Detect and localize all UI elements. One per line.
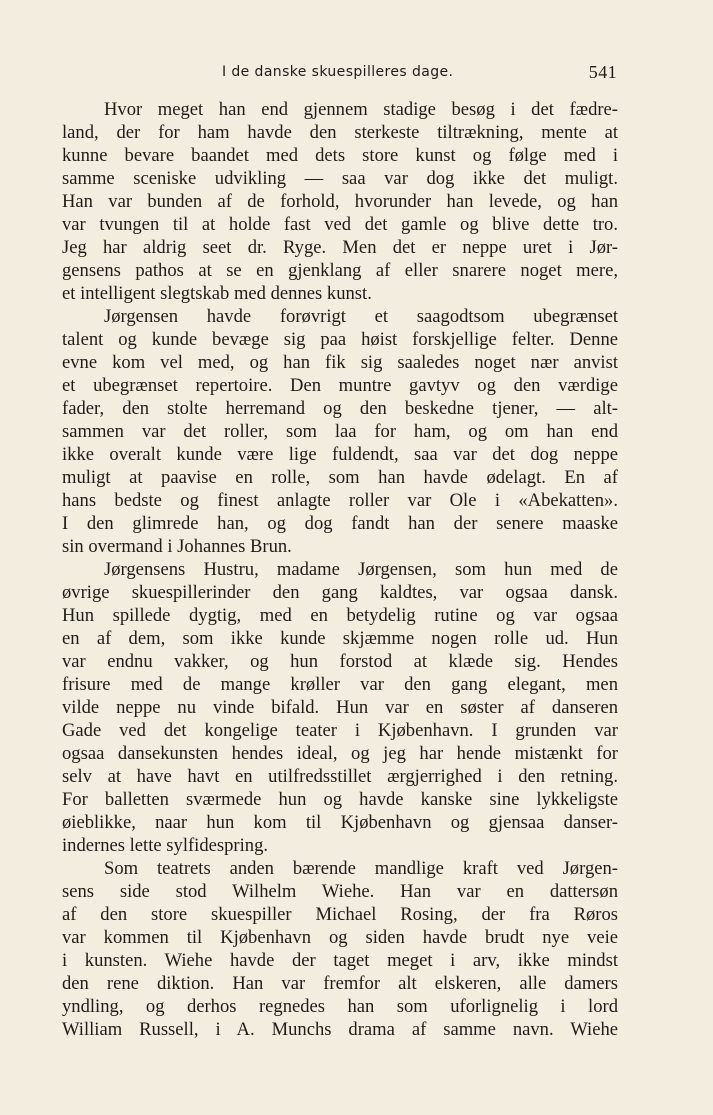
text-line: i kunsten. Wiehe havde der taget meget i arv, ikke mindst [62,950,618,971]
text-line: var kommen til Kjøbenhavn og siden havde brudt nye veie [62,927,618,948]
text-line: talent og kunde bevæge sig paa høist forskjellige felter. Denne [62,329,618,350]
text-line: Jørgensens Hustru, madame Jørgensen, som hun med de [104,559,618,580]
text-line: muligt at paavise en rolle, som han havde ødelagt. En af [62,467,618,488]
text-line: Han var bunden af de forhold, hvorunder han levede, og han [62,191,618,212]
text-line: den rene diktion. Han var fremfor alt elskeren, alle damers [62,973,618,994]
text-line: kunne bevare baandet med dets store kunst og følge med i [62,145,618,166]
text-line: et intelligent slegtskab med dennes kunst. [62,283,372,304]
text-line: indernes lette sylfidespring. [62,835,269,856]
text-line: vilde neppe nu vinde bifald. Hun var en søster af danseren [62,697,618,718]
text-line: gensens pathos at se en gjenklang af eller snarere noget mere, [62,260,618,281]
text-line: sin overmand i Johannes Brun. [62,536,292,557]
text-line: var tvungen til at holde fast ved det gamle og blive dette tro. [62,214,618,235]
text-line: ikke overalt kunde være lige fuldendt, saa var det dog neppe [62,444,618,465]
text-line: samme sceniske udvikling — saa var dog ikke det muligt. [62,168,618,189]
text-line: et ubegrænset repertoire. Den muntre gavtyv og den værdige [62,375,618,396]
running-title: I de danske skuespilleres dage. [222,64,454,80]
text-line: land, der for ham havde den sterkeste tiltrækning, mente at [62,122,618,143]
page-number: 541 [588,62,617,82]
running-header [62,64,617,86]
text-line: øvrige skuespillerinder den gang kaldtes, var ogsaa dansk. [62,582,618,603]
text-line: en af dem, som ikke kunde skjæmme nogen rolle ud. Hun [62,628,618,649]
text-line: I den glimrede han, og dog fandt han der senere maaske [62,513,618,534]
text-line: ogsaa dansekunsten hendes ideal, og jeg har hende mistænkt for [62,743,618,764]
text-line: sens side stod Wilhelm Wiehe. Han var en dattersøn [62,881,618,902]
text-line: hans bedste og finest anlagte roller var Ole i «Abekatten». [62,490,618,511]
text-line: Jeg har aldrig seet dr. Ryge. Men det er neppe uret i Jør- [62,237,618,258]
text-line: Som teatrets anden bærende mandlige kraft ved Jørgen- [104,858,618,879]
text-line: var endnu vakker, og hun forstod at klæde sig. Hendes [62,651,618,672]
text-line: William Russell, i A. Munchs drama af samme navn. Wiehe [62,1019,618,1040]
text-line: af den store skuespiller Michael Rosing, der fra Røros [62,904,618,925]
text-line: sammen var det roller, som laa for ham, og om han end [62,421,618,442]
text-line: evne kom vel med, og han fik sig saaledes noget nær anvist [62,352,618,373]
text-line: frisure med de mange krøller var den gang elegant, men [62,674,618,695]
text-line: selv at have havt en utilfredsstillet ærgjerrighed i den retning. [62,766,618,787]
body-text [62,98,618,1041]
text-line: Hun spillede dygtig, med en betydelig rutine og var ogsaa [62,605,618,626]
text-line: For balletten sværmede hun og havde kanske sine lykkeligste [62,789,618,810]
text-line: Hvor meget han end gjennem stadige besøg i det fædre- [104,99,618,120]
text-line: øieblikke, naar hun kom til Kjøbenhavn og gjensaa danser- [62,812,618,833]
text-line: fader, den stolte herremand og den beskedne tjener, — alt- [62,398,618,419]
text-line: Gade ved det kongelige teater i Kjøbenhavn. I grunden var [62,720,618,741]
text-line: yndling, og derhos regnedes han som uforlignelig i lord [62,996,618,1017]
text-line: Jørgensen havde forøvrigt et saagodtsom ubegrænset [104,306,618,327]
